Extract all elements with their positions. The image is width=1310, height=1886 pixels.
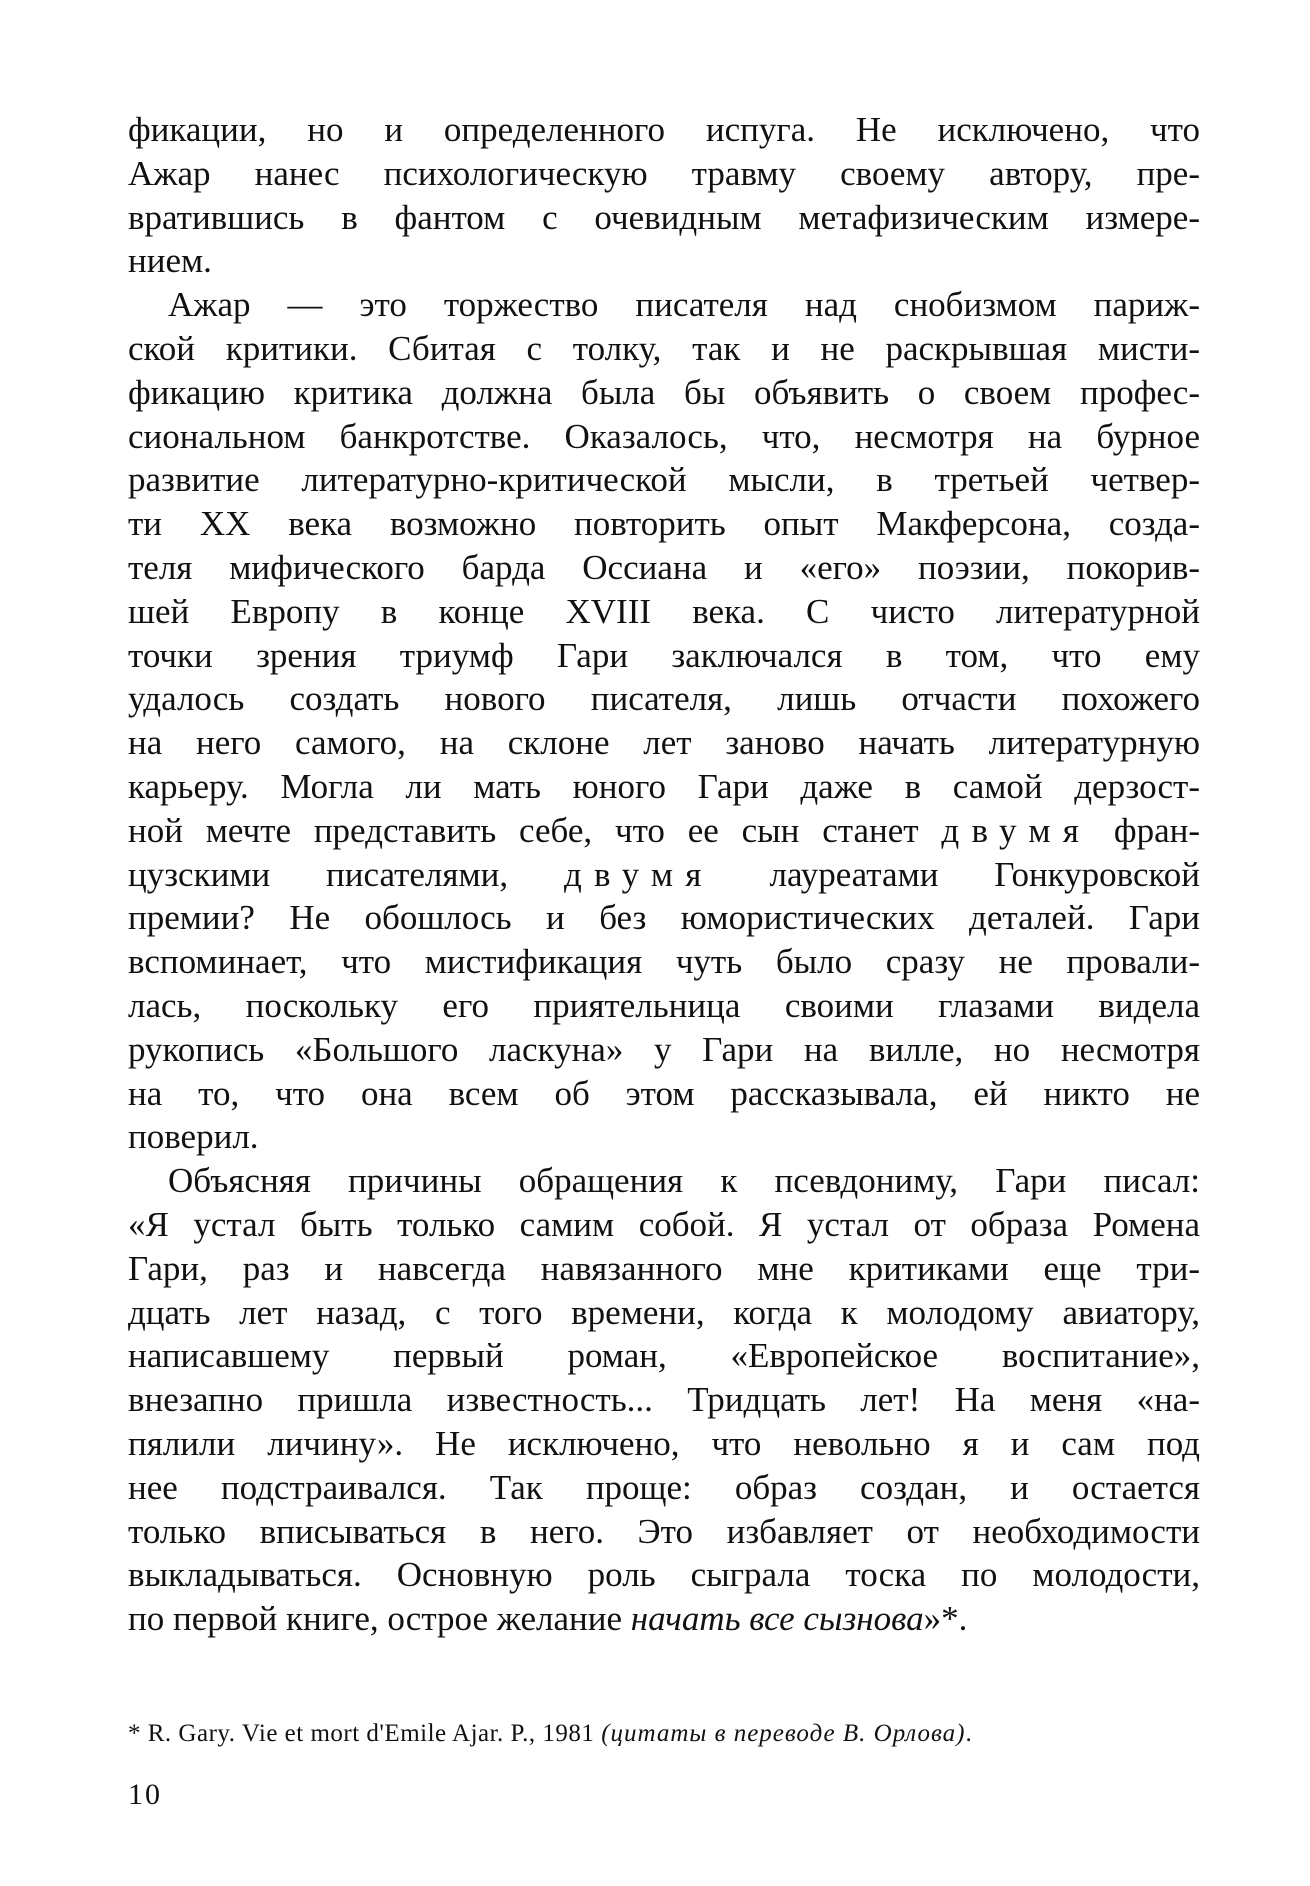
text-line xyxy=(128,371,1200,415)
text-line xyxy=(128,1597,1200,1641)
text-line xyxy=(128,1028,1200,1072)
footnote xyxy=(128,1720,1200,1748)
text-line xyxy=(128,809,1200,853)
spaced-text: двумя xyxy=(941,810,1092,850)
text-line xyxy=(128,677,1200,721)
text-segment: внезапно пришла известность... Тридцать лет! На меня «на- xyxy=(128,1380,1200,1420)
paragraph xyxy=(128,108,1200,283)
text-segment: на то, что она всем об этом рассказывала, ей никто не xyxy=(128,1073,1200,1113)
footnote-text: R. Gary. Vie et mort d'Emile Ajar. P., 1981 xyxy=(147,1720,602,1747)
text-segment: фикации, но и определенного испуга. Не исключено, что xyxy=(128,110,1200,149)
text-line xyxy=(128,634,1200,678)
text-segment: премии? Не обошлось и без юмористических деталей. Гари xyxy=(128,898,1200,938)
spaced-text: двумя xyxy=(563,854,714,894)
footnote-end: . xyxy=(965,1720,973,1747)
text-segment: сиональном банкротстве. Оказалось, что, несмотря на бурное xyxy=(128,416,1200,456)
text-segment: выкладываться. Основную роль сыграла тоска по молодости, xyxy=(128,1555,1200,1595)
text-line xyxy=(128,1159,1200,1203)
text-segment: карьеру. Могла ли мать юного Гари даже в самой дерзост- xyxy=(128,766,1200,806)
text-segment: нием. xyxy=(128,241,212,281)
text-segment: цузскими писателями, xyxy=(128,854,564,894)
text-segment: Объясняя причины обращения к псевдониму, Гари писал: xyxy=(168,1161,1200,1201)
text-segment: по первой книге, острое желание xyxy=(128,1599,631,1639)
text-segment: ской критики. Сбитая с толку, так и не раскрывшая мисти- xyxy=(128,328,1200,368)
text-segment: лась, поскольку его приятельница своими глазами видела xyxy=(128,985,1200,1025)
text-line xyxy=(128,853,1200,897)
text-line xyxy=(128,1247,1200,1291)
text-line xyxy=(128,108,1200,152)
text-segment: Гари, раз и навсегда навязанного мне критиками еще три- xyxy=(128,1248,1200,1288)
text-segment: фикацию критика должна была бы объявить о своем профес- xyxy=(128,372,1200,412)
text-line xyxy=(128,283,1200,327)
text-line xyxy=(128,152,1200,196)
text-segment: вратившись в фантом с очевидным метафизическим измере- xyxy=(128,197,1200,237)
text-segment: развитие литературно-критической мысли, в третьей четвер- xyxy=(128,460,1200,500)
text-segment: лауреатами Гонкуровской xyxy=(713,854,1200,894)
text-line xyxy=(128,765,1200,809)
text-line xyxy=(128,590,1200,634)
text-line xyxy=(128,327,1200,371)
text-line xyxy=(128,1203,1200,1247)
text-segment: удалось создать нового писателя, лишь отчасти похожего xyxy=(128,679,1200,719)
body-text xyxy=(128,108,1200,1641)
text-line xyxy=(128,1334,1200,1378)
page-number: 10 xyxy=(128,1778,162,1811)
text-line xyxy=(128,940,1200,984)
text-line xyxy=(128,1378,1200,1422)
footnote-marker: * xyxy=(128,1720,141,1747)
text-segment: нее подстраивался. Так проще: образ создан, и остается xyxy=(128,1467,1200,1507)
text-segment: на него самого, на склоне лет заново начать литературную xyxy=(128,723,1200,763)
text-segment: только вписываться в него. Это избавляет от необходимости xyxy=(128,1511,1200,1551)
text-segment: теля мифического барда Оссиана и «его» поэзии, покорив- xyxy=(128,547,1200,587)
text-line xyxy=(128,1466,1200,1510)
text-line xyxy=(128,196,1200,240)
text-line xyxy=(128,1553,1200,1597)
text-segment: поверил. xyxy=(128,1117,259,1157)
text-segment: Ажар — это торжество писателя над снобизмом париж- xyxy=(168,285,1200,325)
footnote-translation-note: (цитаты в переводе В. Орлова) xyxy=(601,1720,966,1747)
emphasized-text: начать все сызнова xyxy=(630,1599,924,1639)
text-segment: вспоминает, что мистификация чуть было сразу не провали- xyxy=(128,942,1200,982)
text-line xyxy=(128,458,1200,502)
text-line xyxy=(128,1422,1200,1466)
text-line xyxy=(128,721,1200,765)
text-line xyxy=(128,239,1200,283)
paragraph xyxy=(128,283,1200,1159)
text-line xyxy=(128,1510,1200,1554)
text-segment: Ажар нанес психологическую травму своему автору, пре- xyxy=(128,153,1200,193)
text-line xyxy=(128,415,1200,459)
text-segment: фран- xyxy=(1091,810,1200,850)
text-segment: точки зрения триумф Гари заключался в том, что ему xyxy=(128,635,1200,675)
text-line xyxy=(128,1291,1200,1335)
text-segment: ной мечте представить себе, что ее сын станет xyxy=(128,810,942,850)
text-segment: »*. xyxy=(923,1599,968,1639)
text-segment: пялили личину». Не исключено, что невольно я и сам под xyxy=(128,1423,1200,1463)
text-line xyxy=(128,1072,1200,1116)
text-segment: рукопись «Большого ласкуна» у Гари на вилле, но несмотря xyxy=(128,1029,1200,1069)
text-segment: «Я устал быть только самим собой. Я устал от образа Ромена xyxy=(128,1204,1200,1244)
text-line xyxy=(128,502,1200,546)
paragraph xyxy=(128,1159,1200,1641)
text-line xyxy=(128,896,1200,940)
text-line xyxy=(128,984,1200,1028)
text-segment: ти XX века возможно повторить опыт Макферсона, созда- xyxy=(128,504,1200,544)
text-segment: написавшему первый роман, «Европейское воспитание», xyxy=(128,1336,1200,1376)
text-line xyxy=(128,546,1200,590)
text-segment: шей Европу в конце XVIII века. С чисто литературной xyxy=(128,591,1200,631)
text-segment: дцать лет назад, с того времени, когда к молодому авиатору, xyxy=(128,1292,1200,1332)
text-line xyxy=(128,1115,1200,1159)
